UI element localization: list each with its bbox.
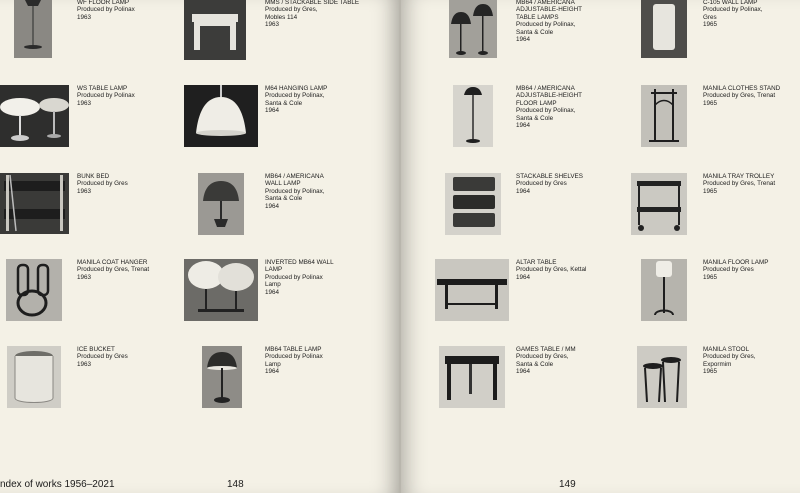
entry-line: Produced by Polinax, [265,187,325,195]
entry-title: MANILA TRAY TROLLEY [703,173,775,180]
inverted-lamp-photo [184,259,258,321]
shelves-photo [445,173,501,235]
entry-line: 1964 [265,107,280,115]
entry-line: Expormim [703,360,732,368]
entry-line: Produced by Polinax [265,273,323,281]
entry-line: Produced by Gres, Trenat [77,266,150,274]
entry-line: ADJUSTABLE-HEIGHT [516,92,583,100]
entry-line: Produced by Gres [703,266,754,274]
entry-line: Santa & Cole [265,195,303,203]
page-number-right: 149 [559,479,576,490]
left-page [0,0,399,493]
coat-hanger-photo [6,259,62,321]
table-lamp-photo [202,346,242,408]
entry-line: 1963 [265,21,280,29]
entry-title: MB64 TABLE LAMP [265,346,322,353]
entry-line: Produced by Gres, [703,353,756,361]
entry-title: MB64 / AMERICANA [516,85,575,92]
games-table-photo [439,346,505,408]
entry-line: ADJUSTABLE-HEIGHT [516,6,583,14]
entry-line: Produced by Gres [77,353,128,361]
index-title: ndex of works 1956–2021 [0,479,115,490]
entry-line: Produced by Gres, Trenat [703,180,776,188]
entry-line: FLOOR LAMP [516,99,557,107]
adjustable-floor-lamp-photo [453,85,493,147]
entry-line: 1965 [703,273,718,281]
entry-line: Lamp [265,281,281,289]
entry-line: LAMP [265,266,283,274]
entry-line: Santa & Cole [516,28,554,36]
entry-line: 1965 [703,21,718,29]
entry-line: Produced by Gres [516,180,567,188]
table-lamps-photo [0,85,69,147]
entry-title: MANILA FLOOR LAMP [703,259,769,266]
floor-lamp-photo [14,0,52,58]
entry-line: Produced by Gres, [516,353,569,361]
wall-lamp-photo [198,173,244,235]
entry-line: 1964 [516,36,531,44]
entry-line: 1963 [77,99,92,107]
entry-line: 1965 [703,187,718,195]
page-number-left: 148 [227,479,244,490]
entry-line: Lamp [265,360,281,368]
entry-line: Produced by Gres [77,180,128,188]
entry-line: TABLE LAMPS [516,13,559,21]
entry-title: C-105 WALL LAMP [703,0,758,6]
manila-floor-lamp-photo [641,259,687,321]
entry-line: Produced by Polinax, [703,6,763,14]
entry-line: Santa & Cole [516,360,554,368]
entry-title: INVERTED MB64 WALL [265,259,334,266]
entry-line: 1963 [77,187,92,195]
entry-line: 1965 [703,368,718,376]
wall-light-photo [641,0,687,58]
entry-title: STACKABLE SHELVES [516,173,583,180]
entry-line: 1964 [516,273,531,281]
altar-table-photo [435,259,509,321]
side-table-photo [184,0,246,60]
stool-photo [637,346,687,408]
trolley-photo [631,173,687,235]
adjustable-lamps-photo [449,0,497,58]
entry-title: MANILA COAT HANGER [77,259,148,266]
entry-line: Produced by Gres, Kettal [516,266,587,274]
entry-title: MANILA CLOTHES STAND [703,85,781,92]
entry-line: Produced by Polinax [265,353,323,361]
entry-title: GAMES TABLE / MM [516,346,576,353]
hanging-lamp-photo [184,85,258,147]
entry-line: Produced by Gres, [265,6,318,14]
entry-line: Santa & Cole [516,114,554,122]
entry-line: 1963 [77,360,92,368]
entry-title: MMS / STACKABLE SIDE TABLE [265,0,360,6]
entry-line: Produced by Polinax, [516,107,576,115]
entry-line: 1964 [516,368,531,376]
entry-line: 1964 [265,368,280,376]
entry-line: 1963 [77,13,92,21]
entry-title: ICE BUCKET [77,346,115,353]
entry-title: M64 HANGING LAMP [265,85,328,92]
entry-title: WS TABLE LAMP [77,85,128,92]
entry-line: 1965 [703,99,718,107]
entry-line: Produced by Polinax, [516,21,576,29]
entry-title: WF FLOOR LAMP [77,0,130,6]
entry-line: 1964 [265,288,280,296]
entry-title: MB64 / AMERICANA [265,173,324,180]
entry-title: MB64 / AMERICANA [516,0,575,6]
entry-line: 1964 [516,187,531,195]
entry-line: Santa & Cole [265,99,303,107]
entry-line: Mobles 114 [265,13,298,21]
entry-line: Gres [703,13,717,21]
entry-title: BUNK BED [77,173,110,180]
entry-line: Produced by Gres, Trenat [703,92,776,100]
entry-line: 1963 [77,273,92,281]
ice-bucket-photo [7,346,61,408]
clothes-stand-photo [641,85,687,147]
right-page [401,0,800,493]
entry-line: Produced by Polinax, [265,92,325,100]
entry-line: Produced by Polinax [77,6,135,14]
entry-line: Produced by Polinax [77,92,135,100]
entry-title: ALTAR TABLE [516,259,557,266]
bunk-bed-photo [0,173,69,234]
entry-line: 1964 [516,122,531,130]
entry-line: 1964 [265,202,280,210]
entry-title: MANILA STOOL [703,346,750,353]
entry-line: WALL LAMP [265,180,301,188]
